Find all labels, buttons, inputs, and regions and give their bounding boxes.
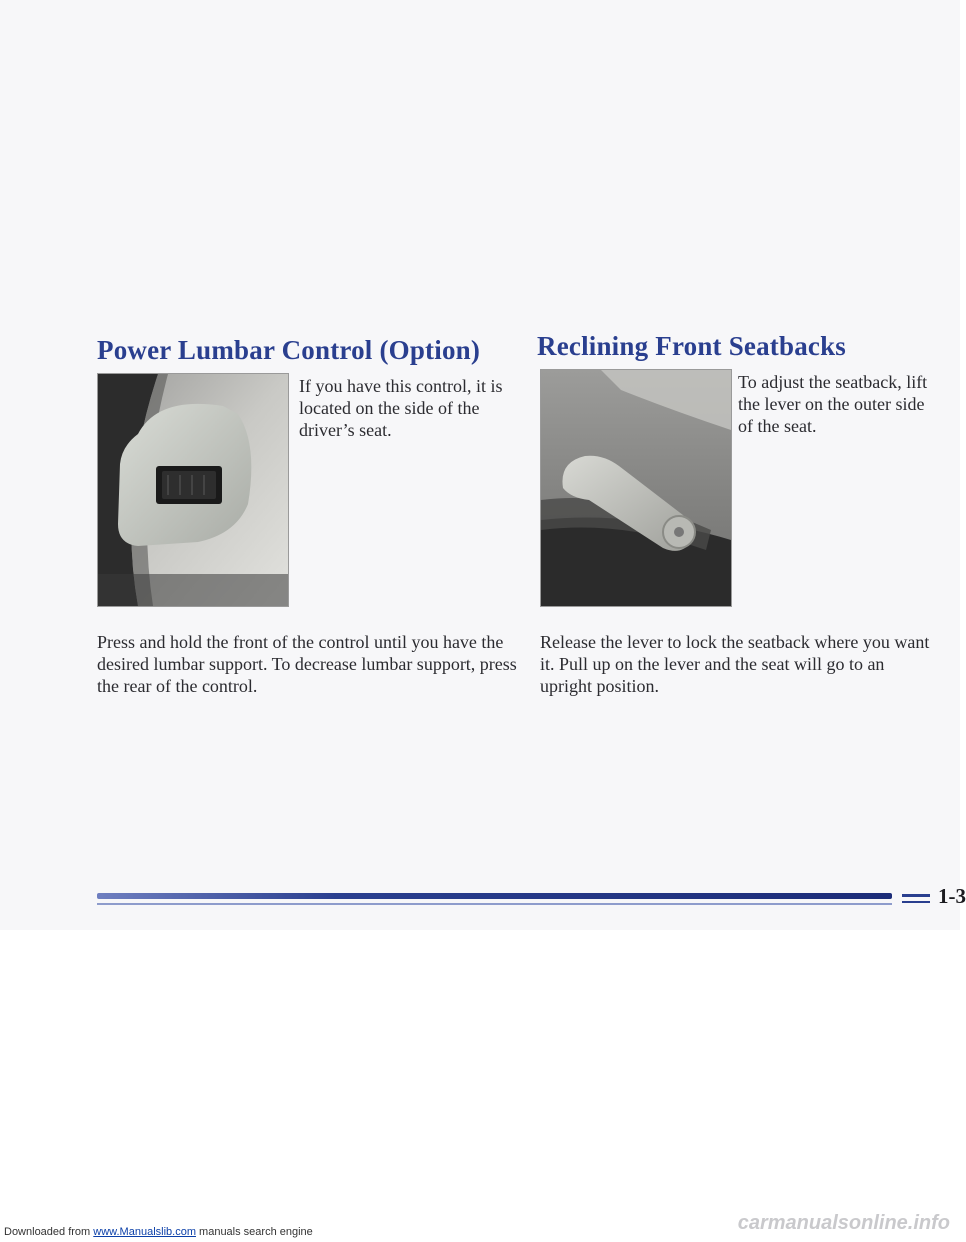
power-lumbar-heading: Power Lumbar Control (Option) bbox=[97, 335, 481, 365]
seatback-intro-text: To adjust the seatback, lift the lever on the outer side of the seat. bbox=[738, 372, 928, 436]
seatback-lever-photo bbox=[540, 369, 732, 607]
lumbar-control-photo bbox=[97, 373, 289, 607]
lumbar-body-text: Press and hold the front of the control until you have the desired lumbar support. To decrease lumbar support, press the rear of the control. bbox=[97, 632, 517, 696]
seatback-body-text: Release the lever to lock the seatback where you want it. Pull up on the lever and the seat will go to an upright position. bbox=[540, 632, 930, 696]
footer-prefix: Downloaded from bbox=[4, 1226, 94, 1238]
footer-rule-tick bbox=[902, 894, 930, 897]
lumbar-intro-text: If you have this control, it is located on the side of the driver’s seat. bbox=[299, 376, 503, 440]
manualslib-link[interactable]: www.Manualslib.com bbox=[93, 1226, 196, 1238]
footer-rule bbox=[97, 893, 892, 899]
footer-rule-thin bbox=[97, 903, 892, 905]
page-number: 1-3 bbox=[938, 884, 966, 908]
footer-suffix: manuals search engine bbox=[195, 1226, 313, 1238]
footer-rule-tick-thin bbox=[902, 901, 930, 903]
site-watermark: carmanualsonline.info bbox=[737, 1212, 950, 1234]
reclining-seatbacks-heading: Reclining Front Seatbacks bbox=[537, 331, 847, 361]
download-footer bbox=[4, 1226, 313, 1238]
